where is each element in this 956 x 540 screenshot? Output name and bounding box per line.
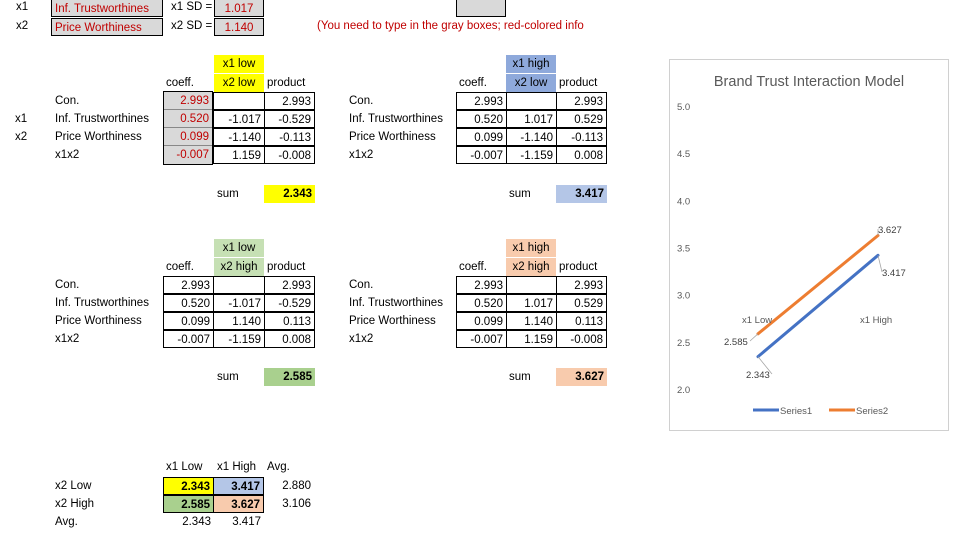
row-label-x1: Inf. Trustworthines (349, 297, 443, 309)
coeff-cell: 0.520 (163, 294, 214, 312)
data-label: 3.417 (882, 268, 906, 279)
sum-value: 3.627 (556, 368, 607, 386)
header-x2-level: x2 low (214, 74, 264, 92)
product-cell: 0.113 (264, 312, 315, 330)
coeff-header: coeff. (166, 77, 194, 89)
value-cell: -1.159 (506, 146, 557, 164)
value-cell: 1.140 (506, 312, 557, 330)
coeff-input-x2[interactable]: 0.099 (164, 128, 212, 146)
coeff-cell: 0.099 (163, 312, 214, 330)
coeff-cell: 0.520 (456, 110, 507, 128)
coeff-input-con[interactable]: 2.993 (164, 92, 212, 110)
x2-row-label: x2 (16, 20, 29, 32)
header-x2-level: x2 high (506, 258, 556, 276)
value-cell: 1.159 (213, 146, 265, 164)
product-cell: 0.008 (264, 330, 315, 348)
header-x1-level: x1 high (506, 55, 556, 73)
y-tick-label: 2.5 (677, 337, 691, 349)
product-cell: -0.008 (556, 330, 607, 348)
summary-cell: 3.417 (213, 477, 264, 495)
product-cell: 0.113 (556, 312, 607, 330)
summary-col-header: x1 Low (166, 461, 203, 473)
value-cell (506, 276, 557, 294)
data-label: 2.585 (724, 337, 748, 348)
header-x1-level: x1 low (214, 55, 264, 73)
sum-label: sum (509, 371, 531, 383)
summary-row-header: x2 High (55, 498, 94, 510)
summary-cell: 2.343 (163, 477, 214, 495)
category-label: x1 High (860, 315, 893, 326)
row-label-x1: Inf. Trustworthines (55, 297, 149, 309)
x1-name-input[interactable]: Inf. Trustworthines (51, 0, 163, 17)
product-cell: 2.993 (264, 276, 315, 294)
row-label-con: Con. (349, 279, 374, 291)
data-label-leader (750, 334, 758, 341)
x2-sd-input[interactable]: 1.140 (214, 18, 264, 36)
product-cell: 0.529 (556, 294, 607, 312)
coeff-input-x1x2[interactable]: -0.007 (164, 146, 212, 164)
legend-label: Series1 (780, 406, 813, 417)
summary-cell: 2.585 (163, 495, 214, 513)
sum-label: sum (217, 371, 239, 383)
coeff-header: coeff. (166, 261, 194, 273)
product-cell: 0.529 (556, 110, 607, 128)
product-header: product (559, 261, 598, 273)
product-cell: -0.008 (264, 146, 315, 164)
header-x1-level: x1 high (506, 239, 556, 257)
value-cell: -1.140 (506, 128, 557, 146)
interaction-chart[interactable] (669, 59, 949, 431)
y-tick-label: 4.0 (677, 196, 691, 208)
row-label-con: Con. (349, 95, 374, 107)
summary-cell: 3.417 (232, 516, 261, 528)
x1-row-label: x1 (16, 1, 29, 13)
row-label-x1x2: x1x2 (349, 149, 374, 161)
row-label-x2: Price Worthiness (55, 315, 142, 327)
row-label-x1x2: x1x2 (55, 333, 80, 345)
sum-label: sum (217, 188, 239, 200)
product-cell: 2.993 (556, 92, 607, 110)
value-cell: -1.017 (213, 110, 265, 128)
product-cell: 2.993 (556, 276, 607, 294)
x1-sd-input[interactable]: 1.017 (214, 0, 264, 17)
coeff-cell: 0.099 (456, 128, 507, 146)
product-cell: -0.529 (264, 110, 315, 128)
row-x-label: x1 (15, 113, 28, 125)
value-cell (506, 92, 557, 110)
data-label: 2.343 (746, 370, 770, 381)
header-x2-level: x2 low (506, 74, 556, 92)
summary-row-header: Avg. (55, 516, 78, 528)
value-cell (213, 276, 265, 294)
gray-input-box[interactable] (456, 0, 506, 17)
value-cell: -1.159 (213, 330, 265, 348)
y-tick-label: 4.5 (677, 149, 691, 161)
sum-value: 2.343 (264, 185, 315, 203)
coeff-cell: -0.007 (163, 330, 214, 348)
category-label: x1 Low (742, 315, 773, 326)
x2-sd-label: x2 SD = (171, 20, 213, 32)
chart-title: Brand Trust Interaction Model (713, 74, 905, 90)
value-cell: 1.159 (506, 330, 557, 348)
product-cell: -0.529 (264, 294, 315, 312)
row-label-x1: Inf. Trustworthines (349, 113, 443, 125)
product-header: product (559, 77, 598, 89)
product-header: product (267, 261, 306, 273)
product-cell: 0.008 (556, 146, 607, 164)
product-cell: -0.113 (556, 128, 607, 146)
summary-col-header: x1 High (217, 461, 256, 473)
x2-name-input[interactable]: Price Worthiness (51, 18, 163, 36)
summary-cell: 2.343 (182, 516, 211, 528)
sum-label: sum (509, 188, 531, 200)
coeff-cell: -0.007 (456, 146, 507, 164)
coeff-cell: 2.993 (163, 276, 214, 294)
row-label-con: Con. (55, 95, 80, 107)
data-label: 3.627 (878, 225, 902, 236)
value-cell (213, 92, 265, 110)
coeff-cell: 2.993 (456, 276, 507, 294)
product-cell: 2.993 (264, 92, 315, 110)
coeff-cell: 2.993 (456, 92, 507, 110)
coeff-header: coeff. (459, 261, 487, 273)
summary-cell: 3.106 (282, 498, 311, 510)
product-header: product (267, 77, 306, 89)
row-label-x1x2: x1x2 (55, 149, 80, 161)
y-tick-label: 3.0 (677, 290, 691, 302)
instruction-note: (You need to type in the gray boxes; red-colored info (317, 20, 584, 32)
header-x1-level: x1 low (214, 239, 264, 257)
y-tick-label: 3.5 (677, 243, 691, 255)
row-label-x2: Price Worthiness (349, 315, 436, 327)
row-label-x1x2: x1x2 (349, 333, 374, 345)
chart-canvas (670, 60, 948, 430)
y-tick-label: 2.0 (677, 385, 691, 396)
row-label-x2: Price Worthiness (349, 131, 436, 143)
coeff-cell: -0.007 (456, 330, 507, 348)
y-tick-label: 5.0 (677, 102, 691, 113)
coeff-input-x1[interactable]: 0.520 (164, 110, 212, 128)
header-x2-level: x2 high (214, 258, 264, 276)
sum-value: 3.417 (556, 185, 607, 203)
row-label-con: Con. (55, 279, 80, 291)
x1-sd-label: x1 SD = (171, 1, 213, 13)
coeff-header: coeff. (459, 77, 487, 89)
series-line-1 (758, 255, 878, 356)
coeff-cell: 0.099 (456, 312, 507, 330)
row-x-label: x2 (15, 131, 28, 143)
value-cell: -1.017 (213, 294, 265, 312)
value-cell: 1.017 (506, 294, 557, 312)
product-cell: -0.113 (264, 128, 315, 146)
value-cell: -1.140 (213, 128, 265, 146)
row-label-x1: Inf. Trustworthines (55, 113, 149, 125)
summary-row-header: x2 Low (55, 480, 92, 492)
summary-cell: 3.627 (213, 495, 264, 513)
row-label-x2: Price Worthiness (55, 131, 142, 143)
value-cell: 1.017 (506, 110, 557, 128)
value-cell: 1.140 (213, 312, 265, 330)
sum-value: 2.585 (264, 368, 315, 386)
legend-label: Series2 (856, 406, 889, 417)
summary-col-header: Avg. (267, 461, 290, 473)
summary-cell: 2.880 (282, 480, 311, 492)
coeff-cell: 0.520 (456, 294, 507, 312)
